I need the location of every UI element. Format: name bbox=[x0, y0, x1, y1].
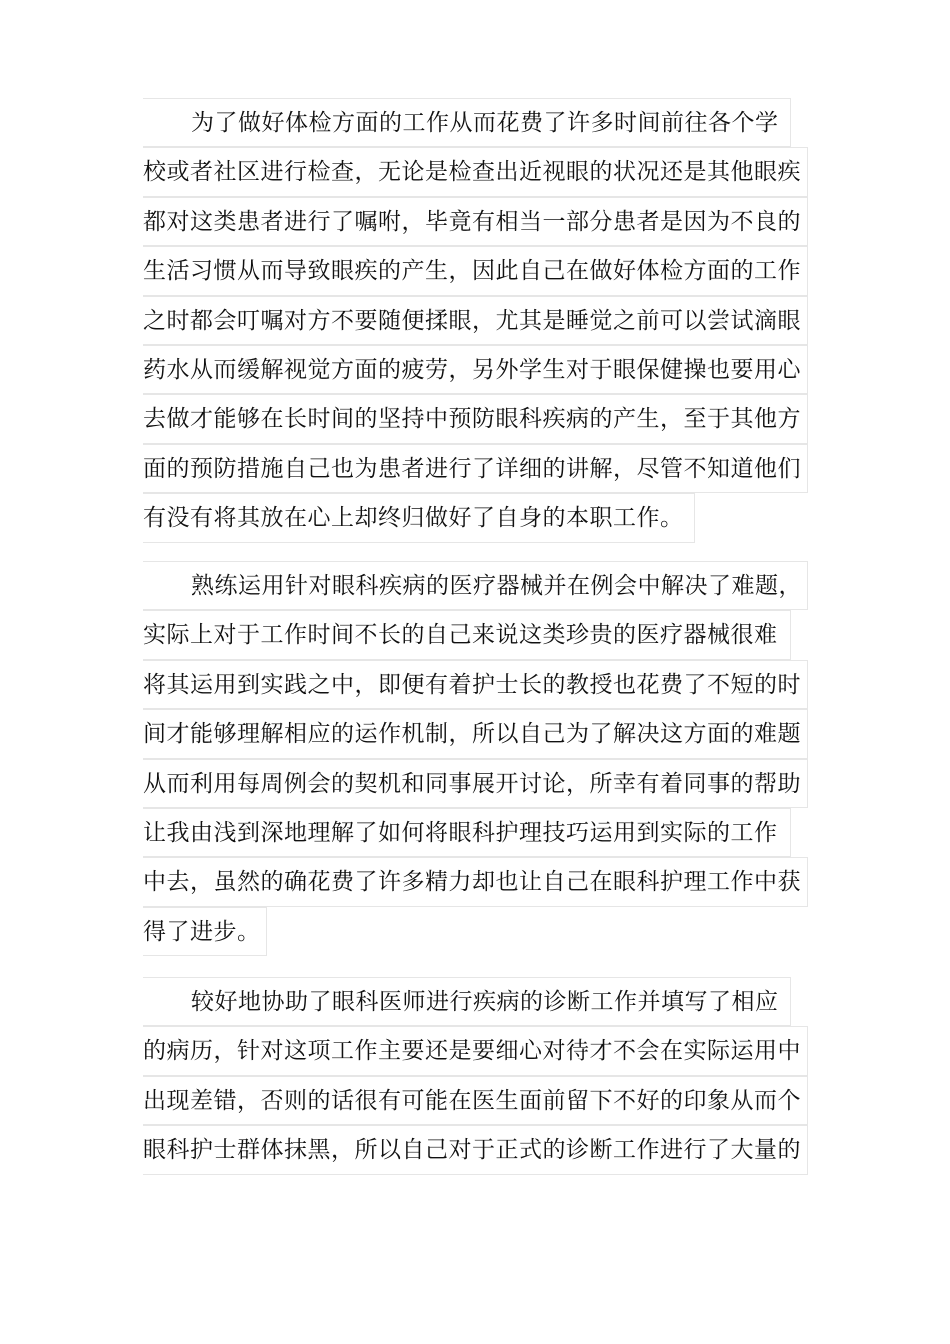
paragraph-diagnosis-assist bbox=[143, 977, 808, 1175]
paragraph-line: 之时都会叮嘱对方不要随便揉眼，尤其是睡觉之前可以尝试滴眼 bbox=[143, 296, 808, 345]
paragraph-line: 有没有将其放在心上却终归做好了自身的本职工作。 bbox=[143, 493, 695, 542]
paragraph-line: 中去，虽然的确花费了许多精力却也让自己在眼科护理工作中获 bbox=[143, 857, 808, 906]
paragraph-line: 眼科护士群体抹黑，所以自己对于正式的诊断工作进行了大量的 bbox=[143, 1125, 808, 1174]
paragraph-line: 为了做好体检方面的工作从而花费了许多时间前往各个学 bbox=[143, 98, 791, 147]
paragraph-line: 较好地协助了眼科医师进行疾病的诊断工作并填写了相应 bbox=[143, 977, 791, 1026]
paragraph-line: 校或者社区进行检查，无论是检查出近视眼的状况还是其他眼疾 bbox=[143, 147, 808, 196]
paragraph-line: 让我由浅到深地理解了如何将眼科护理技巧运用到实际的工作 bbox=[143, 808, 791, 857]
paragraph-line: 生活习惯从而导致眼疾的产生，因此自己在做好体检方面的工作 bbox=[143, 246, 808, 295]
paragraph-line: 药水从而缓解视觉方面的疲劳，另外学生对于眼保健操也要用心 bbox=[143, 345, 808, 394]
paragraph-line: 面的预防措施自己也为患者进行了详细的讲解，尽管不知道他们 bbox=[143, 444, 808, 493]
paragraph-line: 实际上对于工作时间不长的自己来说这类珍贵的医疗器械很难 bbox=[143, 610, 791, 659]
paragraph-line: 从而利用每周例会的契机和同事展开讨论，所幸有着同事的帮助 bbox=[143, 759, 808, 808]
paragraph-line: 出现差错，否则的话很有可能在医生面前留下不好的印象从而个 bbox=[143, 1076, 808, 1125]
paragraph-line: 间才能够理解相应的运作机制，所以自己为了解决这方面的难题 bbox=[143, 709, 808, 758]
paragraph-physical-exam bbox=[143, 98, 808, 543]
paragraph-line: 都对这类患者进行了嘱咐，毕竟有相当一部分患者是因为不良的 bbox=[143, 197, 808, 246]
paragraph-line: 得了进步。 bbox=[143, 907, 267, 956]
paragraph-line: 熟练运用针对眼科疾病的医疗器械并在例会中解决了难题， bbox=[143, 561, 808, 610]
paragraph-line: 的病历，针对这项工作主要还是要细心对待才不会在实际运用中 bbox=[143, 1026, 808, 1075]
paragraph-line: 将其运用到实践之中，即便有着护士长的教授也花费了不短的时 bbox=[143, 660, 808, 709]
paragraph-medical-equipment bbox=[143, 561, 808, 956]
paragraph-line: 去做才能够在长时间的坚持中预防眼科疾病的产生，至于其他方 bbox=[143, 394, 808, 443]
